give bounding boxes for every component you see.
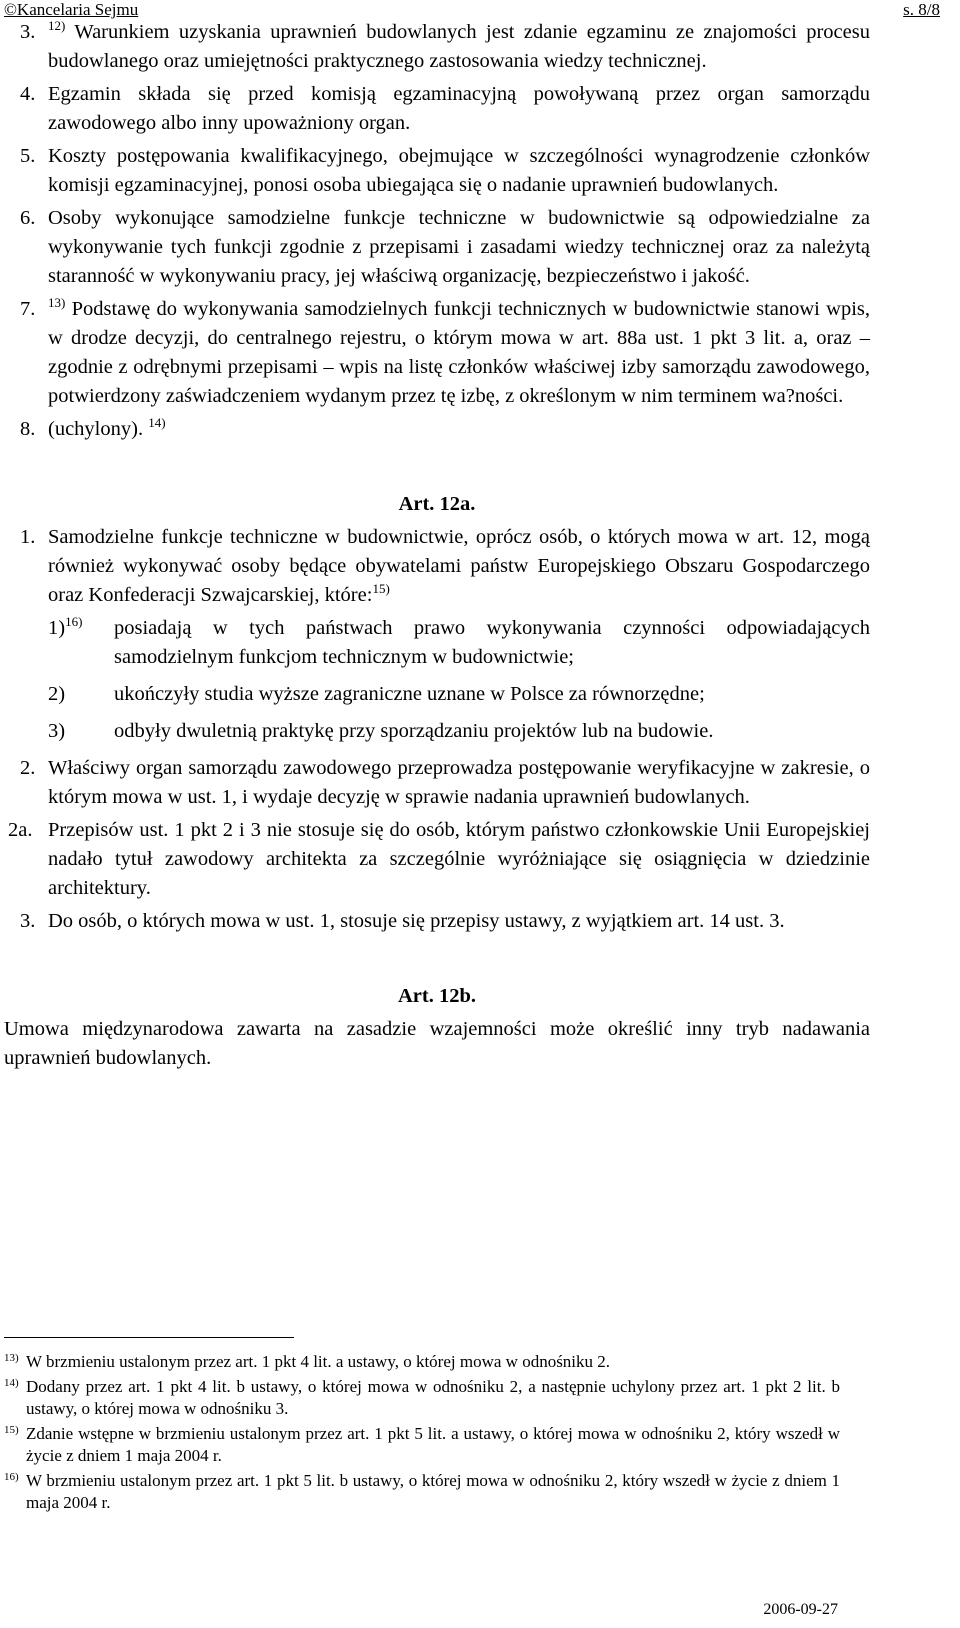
paragraph-text: Do osób, o których mowa w ust. 1, stosuje się przepisy ustawy, z wyjątkiem art. 14 ust. 3. [48, 910, 785, 932]
paragraph-text: Przepisów ust. 1 pkt 2 i 3 nie stosuje się do osób, którym państwo członkowskie Unii Europejskiej nadało tytuł zawodowy architekta za szczególnie wyróżniające się osiągnięcia w dziedzinie architektury. [48, 819, 870, 899]
footnote [4, 1423, 840, 1468]
art12a-paragraph-2 [4, 754, 870, 812]
paragraph-number: 3. [20, 21, 36, 43]
paragraph-4 [4, 80, 870, 138]
paragraph-text: Samodzielne funkcje techniczne w budownictwie, oprócz osób, o których mowa w art. 12, mogą również wykonywać osoby będące obywatelami państw Europejskiego Obszaru Gospodarczego oraz Konfederacji Szwajcarskiej, które: [48, 526, 870, 606]
paragraph-text: Koszty postępowania kwalifikacyjnego, obejmujące w szczególności wynagrodzenie członków komisji egzaminacyjnej, ponosi osoba ubiegająca się o nadanie uprawnień budowlanych. [48, 145, 870, 196]
header-publisher: ©Kancelaria Sejmu [4, 0, 139, 19]
art12a-paragraph-1 [4, 523, 870, 610]
paragraph-number: 6. [20, 207, 36, 229]
footnote-number: 16) [4, 1470, 19, 1483]
paragraph-text: Osoby wykonujące samodzielne funkcje techniczne w budownictwie są odpowiedzialne za wykonywanie tych funkcji zgodnie z przepisami i zasadami wiedzy technicznej oraz za należytą staranność w wykonywaniu pracy, jej właściwą organizację, bezpieczeństwo i jakość. [48, 207, 870, 287]
footnote-number: 14) [4, 1376, 19, 1389]
paragraph-text: Egzamin składa się przed komisją egzaminacyjną powoływaną przez organ samorządu zawodowego albo inny upoważniony organ. [48, 83, 870, 134]
header-page-number: s. 8/8 [903, 0, 940, 19]
paragraph-number: 4. [20, 83, 36, 105]
paragraph-number: 8. [20, 418, 36, 440]
paragraph-text: Warunkiem uzyskania uprawnień budowlanych jest zdanie egzaminu ze znajomości procesu budowlanego oraz umiejętności praktycznego zastosowania wiedzy technicznej. [48, 21, 870, 72]
art12a-point-2 [4, 680, 870, 709]
art12b-text: Umowa międzynarodowa zawarta na zasadzie wzajemności może określić inny tryb nadawania uprawnień budowlanych. [4, 1018, 870, 1069]
paragraph-5 [4, 142, 870, 200]
paragraph-number: 5. [20, 145, 36, 167]
point-number: 1) [48, 617, 66, 639]
paragraph-8 [4, 415, 870, 444]
point-text: posiadają w tych państwach prawo wykonywania czynności odpowiadających samodzielnym funkcjom technicznym w budownictwie; [114, 617, 870, 668]
point-number: 2) [48, 683, 66, 705]
footnotes [4, 1350, 840, 1517]
footnote-ref[interactable]: 15) [372, 581, 390, 596]
article-12b-title: Art. 12b. [397, 985, 476, 1007]
paragraph-number: 7. [20, 298, 36, 320]
paragraph-number: 1. [20, 526, 36, 548]
footnote-text: W brzmieniu ustalonym przez art. 1 pkt 5 lit. b ustawy, o której mowa w odnośniku 2, który wszedł w życie z dniem 1 maja 2004 r. [26, 1470, 840, 1512]
footnote-separator [4, 1337, 294, 1338]
paragraph-3 [4, 18, 870, 76]
point-text: ukończyły studia wyższe zagraniczne uznane w Polsce za równorzędne; [114, 683, 705, 705]
paragraph-text: Podstawę do wykonywania samodzielnych funkcji technicznych w budownictwie stanowi wpis, w drodze decyzji, do centralnego rejestru, o którym mowa w art. 88a ust. 1 pkt 3 lit. a, oraz – zgodnie z odrębnymi przepisami – wpis na listę członków właściwej izby samorządu zawodowego, potwierdzony zaświadczeniem wydanym przez tę izbę, z określonym w nim terminem wa?ności. [48, 298, 870, 407]
footnote-text: Dodany przez art. 1 pkt 4 lit. b ustawy, o której mowa w odnośniku 2, a następnie uchylony przez art. 1 pkt 2 lit. b ustawy, o której mowa w odnośniku 3. [26, 1376, 840, 1418]
footnote [4, 1470, 840, 1515]
paragraph-number: 3. [20, 910, 36, 932]
footer-date: 2006-09-27 [763, 1601, 838, 1618]
art12a-paragraph-2a [4, 816, 870, 903]
point-number: 3) [48, 720, 66, 742]
paragraph-number: 2. [20, 757, 36, 779]
art12a-paragraph-3 [4, 907, 870, 936]
footnote-ref[interactable]: 14) [148, 415, 166, 430]
document-body [4, 18, 870, 1077]
footnote-text: W brzmieniu ustalonym przez art. 1 pkt 4 lit. a ustawy, o której mowa w odnośniku 2. [26, 1352, 611, 1371]
art12a-point-3 [4, 717, 870, 746]
paragraph-text: (uchylony). [48, 418, 144, 440]
paragraph-6 [4, 204, 870, 291]
footnote-text: Zdanie wstępne w brzmieniu ustalonym przez art. 1 pkt 5 lit. a ustawy, o której mowa w odnośniku 2, który wszedł w życie z dniem 1 maja 2004 r. [26, 1423, 840, 1465]
footnote [4, 1351, 840, 1374]
art12a-point-1 [4, 614, 870, 672]
paragraph-7 [4, 295, 870, 411]
article-12a-title: Art. 12a. [398, 493, 476, 515]
footnote-number: 13) [4, 1352, 19, 1364]
point-text: odbyły dwuletnią praktykę przy sporządzaniu projektów lub na budowie. [114, 720, 714, 742]
paragraph-text: Właściwy organ samorządu zawodowego przeprowadza postępowanie weryfikacyjne w zakresie, o którym mowa w ust. 1, i wydaje decyzję w sprawie nadania uprawnień budowlanych. [48, 757, 870, 808]
footnote-ref[interactable]: 16) [65, 614, 83, 629]
paragraph-number: 2a. [8, 819, 33, 841]
footnote-ref[interactable]: 12) [48, 18, 66, 33]
footnote [4, 1376, 840, 1421]
footnote-number: 15) [4, 1423, 19, 1436]
footnote-ref[interactable]: 13) [48, 295, 66, 310]
